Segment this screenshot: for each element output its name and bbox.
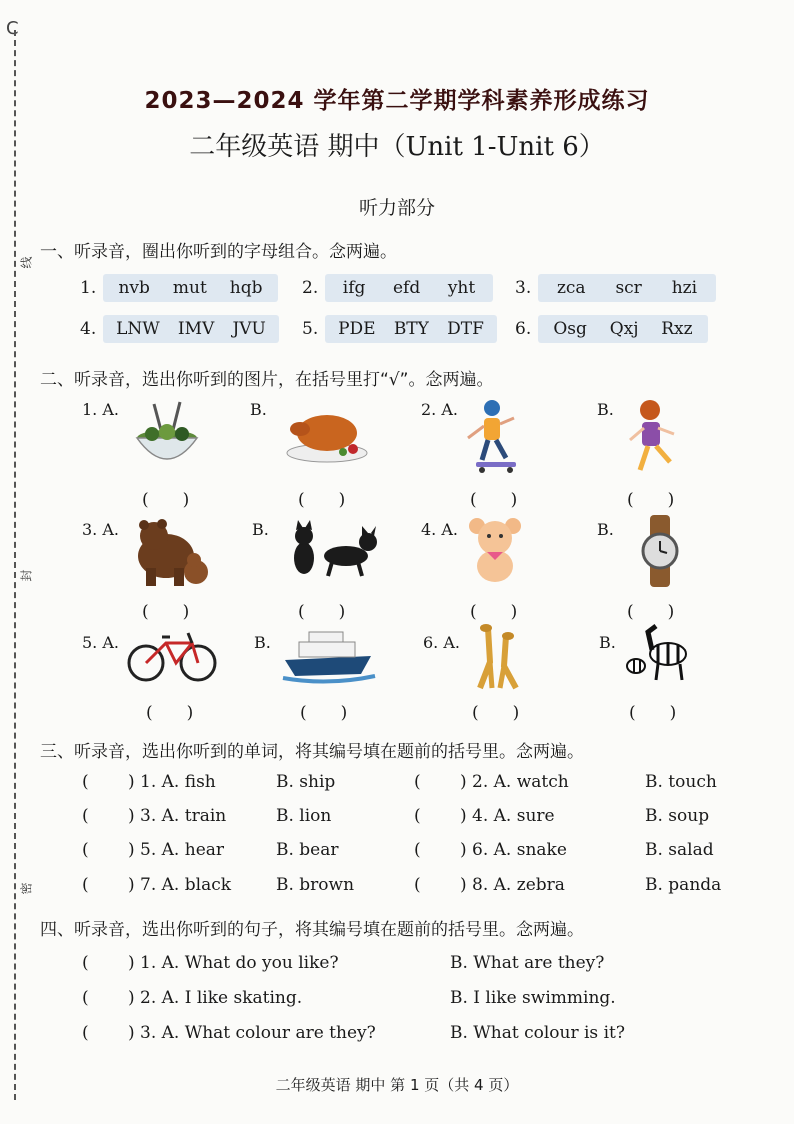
s4-open-3[interactable]: ( (82, 1023, 89, 1043)
s1-opt: IMV (177, 319, 215, 339)
s3-q3-a: ) 3. A. train (128, 806, 227, 826)
s1-opt: JVU (232, 319, 266, 339)
skateboarder-icon[interactable] (462, 398, 522, 476)
part-heading: 听力部分 (358, 197, 435, 219)
s3-q8-b: B. panda (645, 875, 722, 895)
s4-q2-b: B. I like swimming. (450, 988, 616, 1008)
s2-answer-4a[interactable]: ( ) (470, 602, 518, 622)
s1-num-3: 3. (515, 278, 532, 298)
s3-open-7[interactable]: ( (82, 875, 89, 895)
s2-answer-2a[interactable]: ( ) (470, 490, 518, 510)
s4-open-2[interactable]: ( (82, 988, 89, 1008)
s2-answer-6a[interactable]: ( ) (472, 703, 520, 723)
s1-option-box-6[interactable] (538, 315, 708, 343)
s1-num-4: 4. (80, 319, 97, 339)
s3-open-4[interactable]: ( (414, 806, 421, 826)
s3-q1-b: B. ship (276, 772, 336, 792)
s2-label-3a: 3. A. (82, 520, 119, 539)
s1-opt: nvb (118, 278, 150, 298)
s1-opt: yht (447, 278, 476, 298)
giraffes-icon[interactable] (468, 622, 528, 690)
s2-answer-6b[interactable]: ( ) (629, 703, 677, 723)
s1-opt: zca (556, 278, 586, 298)
s2-label-6b: B. (599, 633, 616, 652)
s1-opt: mut (172, 278, 207, 298)
s3-q4-a: ) 4. A. sure (460, 806, 555, 826)
s1-opt: ifg (342, 278, 366, 298)
s2-label-1a: 1. A. (82, 400, 119, 419)
s1-opt: efd (392, 278, 421, 298)
section4-heading: 四、听录音，选出你听到的句子，将其编号填在题前的括号里。念两遍。 (40, 920, 584, 940)
s1-opt: hzi (671, 278, 698, 298)
s2-label-2a: 2. A. (421, 400, 458, 419)
s3-q7-b: B. brown (276, 875, 355, 895)
s2-answer-2b[interactable]: ( ) (627, 490, 675, 510)
s2-label-3b: B. (252, 520, 269, 539)
s4-q3-b: B. What colour is it? (450, 1023, 625, 1043)
s1-option-box-4[interactable] (103, 315, 279, 343)
s3-q4-b: B. soup (645, 806, 710, 826)
s1-num-5: 5. (302, 319, 319, 339)
s3-q8-a: ) 8. A. zebra (460, 875, 565, 895)
s1-opt: LNW (116, 319, 160, 339)
s3-open-3[interactable]: ( (82, 806, 89, 826)
s1-opt: DTF (447, 319, 484, 339)
s1-opt: hqb (229, 278, 263, 298)
binding-dashed-line (14, 30, 16, 1100)
s4-q1-a: ) 1. A. What do you like? (128, 953, 339, 973)
s3-q2-a: ) 2. A. watch (460, 772, 569, 792)
cats-icon[interactable] (286, 518, 381, 578)
s1-opt: Qxj (609, 319, 639, 339)
s3-open-6[interactable]: ( (414, 840, 421, 860)
binding-char-line: 线 (19, 256, 34, 269)
page-footer: 二年级英语 期中 第 1 页（共 4 页） (275, 1076, 519, 1094)
s3-open-8[interactable]: ( (414, 875, 421, 895)
s3-open-5[interactable]: ( (82, 840, 89, 860)
s3-q3-b: B. lion (276, 806, 332, 826)
s2-answer-4b[interactable]: ( ) (627, 602, 675, 622)
s1-num-2: 2. (302, 278, 319, 298)
s4-open-1[interactable]: ( (82, 953, 89, 973)
s2-label-4b: B. (597, 520, 614, 539)
salad-icon[interactable] (132, 400, 202, 470)
s4-q1-b: B. What are they? (450, 953, 605, 973)
s3-q1-a: ) 1. A. fish (128, 772, 216, 792)
s2-label-6a: 6. A. (423, 633, 460, 652)
s2-answer-5a[interactable]: ( ) (146, 703, 194, 723)
s1-option-box-5[interactable] (325, 315, 497, 343)
teddy-bear-icon[interactable] (465, 516, 525, 586)
s1-num-6: 6. (515, 319, 532, 339)
s3-q7-a: ) 7. A. black (128, 875, 232, 895)
s3-open-1[interactable]: ( (82, 772, 89, 792)
s1-opt: PDE (338, 319, 376, 339)
roast-chicken-icon[interactable] (285, 403, 370, 465)
binding-char-secret: 密 (19, 882, 34, 895)
page-subtitle: 二年级英语 期中（Unit 1-Unit 6） (189, 132, 605, 162)
s2-label-5a: 5. A. (82, 633, 119, 652)
s2-answer-1a[interactable]: ( ) (142, 490, 190, 510)
bears-icon[interactable] (132, 516, 212, 588)
s3-q6-a: ) 6. A. snake (460, 840, 567, 860)
s2-label-1b: B. (250, 400, 267, 419)
s1-opt: Rxz (661, 319, 693, 339)
s1-option-box-1[interactable] (103, 274, 278, 302)
s2-answer-5b[interactable]: ( ) (300, 703, 348, 723)
section3-heading: 三、听录音，选出你听到的单词，将其编号填在题前的括号里。念两遍。 (40, 742, 584, 762)
s3-q6-b: B. salad (645, 840, 714, 860)
binding-char-seal: 封 (19, 569, 34, 582)
s1-option-box-3[interactable] (538, 274, 716, 302)
running-girl-icon[interactable] (624, 398, 684, 478)
s3-q5-a: ) 5. A. hear (128, 840, 225, 860)
ship-icon[interactable] (283, 626, 375, 682)
s3-q2-b: B. touch (645, 772, 717, 792)
s4-q2-a: ) 2. A. I like skating. (128, 988, 303, 1008)
s2-label-2b: B. (597, 400, 614, 419)
zebras-icon[interactable] (624, 622, 694, 680)
s3-open-2[interactable]: ( (414, 772, 421, 792)
s4-q3-a: ) 3. A. What colour are they? (128, 1023, 376, 1043)
s1-opt: BTY (393, 319, 429, 339)
page-title: 2023—2024 学年第二学期学科素养形成练习 (144, 88, 650, 114)
s2-label-5b: B. (254, 633, 271, 652)
s1-opt: Osg (553, 319, 587, 339)
bicycle-icon[interactable] (126, 625, 218, 683)
corner-mark: C (6, 18, 19, 39)
s1-opt: scr (615, 278, 642, 298)
s2-answer-3b[interactable]: ( ) (298, 602, 346, 622)
s2-answer-3a[interactable]: ( ) (142, 602, 190, 622)
s2-label-4a: 4. A. (421, 520, 458, 539)
section1-heading: 一、听录音，圈出你听到的字母组合。念两遍。 (40, 242, 397, 262)
s1-option-box-2[interactable] (325, 274, 493, 302)
watch-icon[interactable] (640, 515, 680, 587)
section2-heading: 二、听录音，选出你听到的图片，在括号里打“√”。念两遍。 (40, 370, 494, 390)
s3-q5-b: B. bear (276, 840, 339, 860)
s1-num-1: 1. (80, 278, 97, 298)
s2-answer-1b[interactable]: ( ) (298, 490, 346, 510)
